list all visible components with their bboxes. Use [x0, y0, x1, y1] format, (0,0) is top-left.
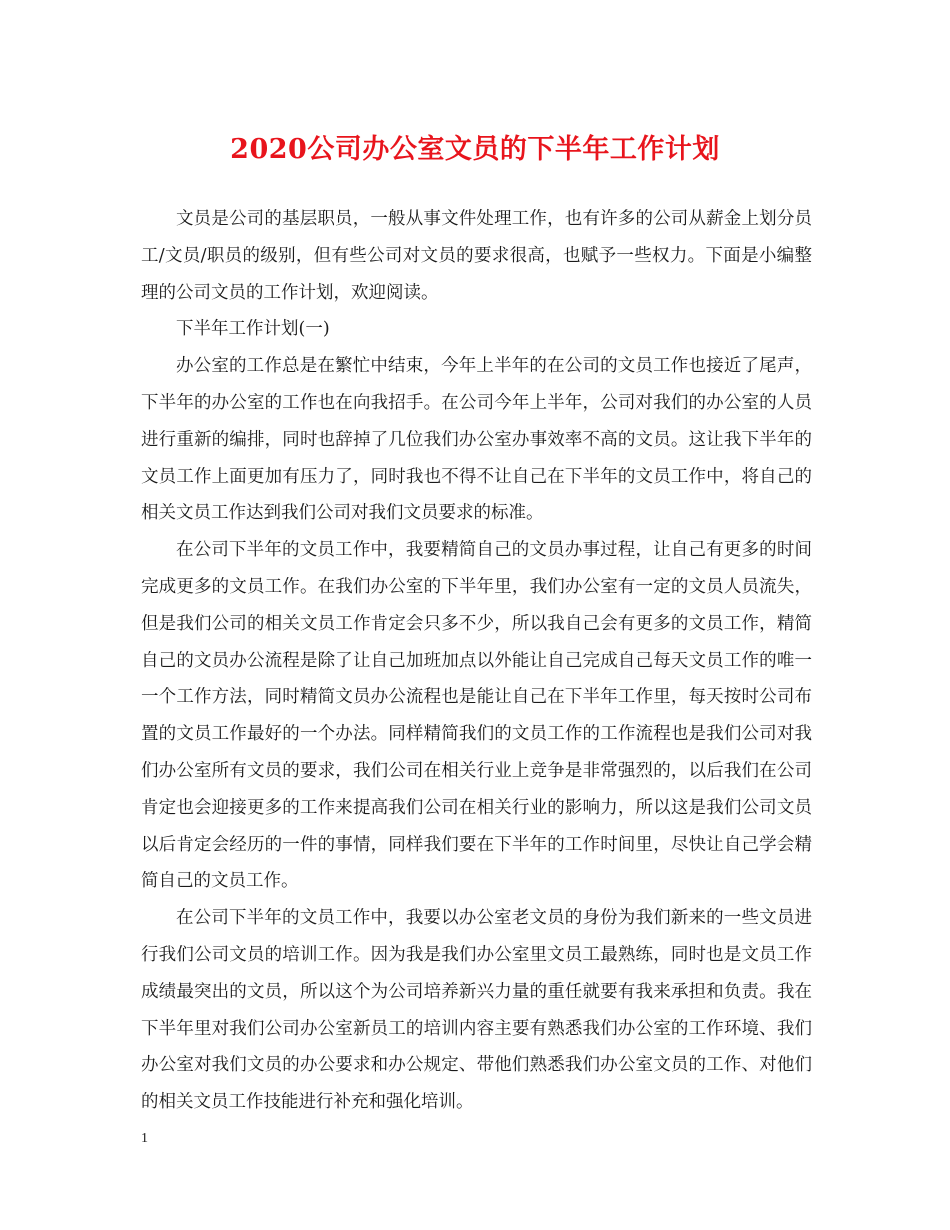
page-number: 1 [141, 1131, 148, 1146]
paragraph: 在公司下半年的文员工作中，我要精简自己的文员办事过程，让自己有更多的时间完成更多的文员工作。在我们办公室的下半年里，我们办公室有一定的文员人员流失，但是我们公司的相关文员工作肯定会只多不少，所以我自己会有更多的文员工作，精简自己的文员办公流程是除了让自己加班加点以外能让自己完成自己每天文员工作的唯一一个工作方法，同时精简文员办公流程也是能让自己在下半年工作里，每天按时公司布置的文员工作最好的一个办法。同样精简我们的文员工作的工作流程也是我们公司对我们办公室所有文员的要求，我们公司在相关行业上竞争是非常强烈的，以后我们在公司肯定也会迎接更多的工作来提高我们公司在相关行业的影响力，所以这是我们公司文员以后肯定会经历的一件的事情，同样我们要在下半年的工作时间里，尽快让自己学会精简自己的文员工作。 [141, 540, 812, 892]
paragraph: 办公室的工作总是在繁忙中结束，今年上半年的在公司的文员工作也接近了尾声，下半年的办公室的工作也在向我招手。在公司今年上半年，公司对我们的办公室的人员进行重新的编排，同时也辞掉了几位我们办公室办事效率不高的文员。这让我下半年的文员工作上面更加有压力了，同时我也不得不让自己在下半年的文员工作中，将自己的相关文员工作达到我们公司对我们文员要求的标准。 [141, 356, 812, 524]
paragraph: 在公司下半年的文员工作中，我要以办公室老文员的身份为我们新来的一些文员进行我们公司文员的培训工作。因为我是我们办公室里文员工最熟练，同时也是文员工作成绩最突出的文员，所以这个为公司培养新兴力量的重任就要有我来承担和负责。我在下半年里对我们公司办公室新员工的培训内容主要有熟悉我们办公室的工作环境、我们办公室对我们文员的办公要求和办公规定、带他们熟悉我们办公室文员的工作、对他们的相关文员工作技能进行补充和强化培训。 [141, 908, 812, 1113]
document-body [141, 201, 812, 1121]
paragraph-intro: 文员是公司的基层职员，一般从事文件处理工作，也有许多的公司从薪金上划分员工/文员/职员的级别，但有些公司对文员的要求很高，也赋予一些权力。下面是小编整理的公司文员的工作计划，欢迎阅读。 [141, 209, 812, 303]
document-title: 2020公司办公室文员的下半年工作计划 [230, 134, 720, 165]
section-heading: 下半年工作计划(一) [176, 319, 330, 340]
